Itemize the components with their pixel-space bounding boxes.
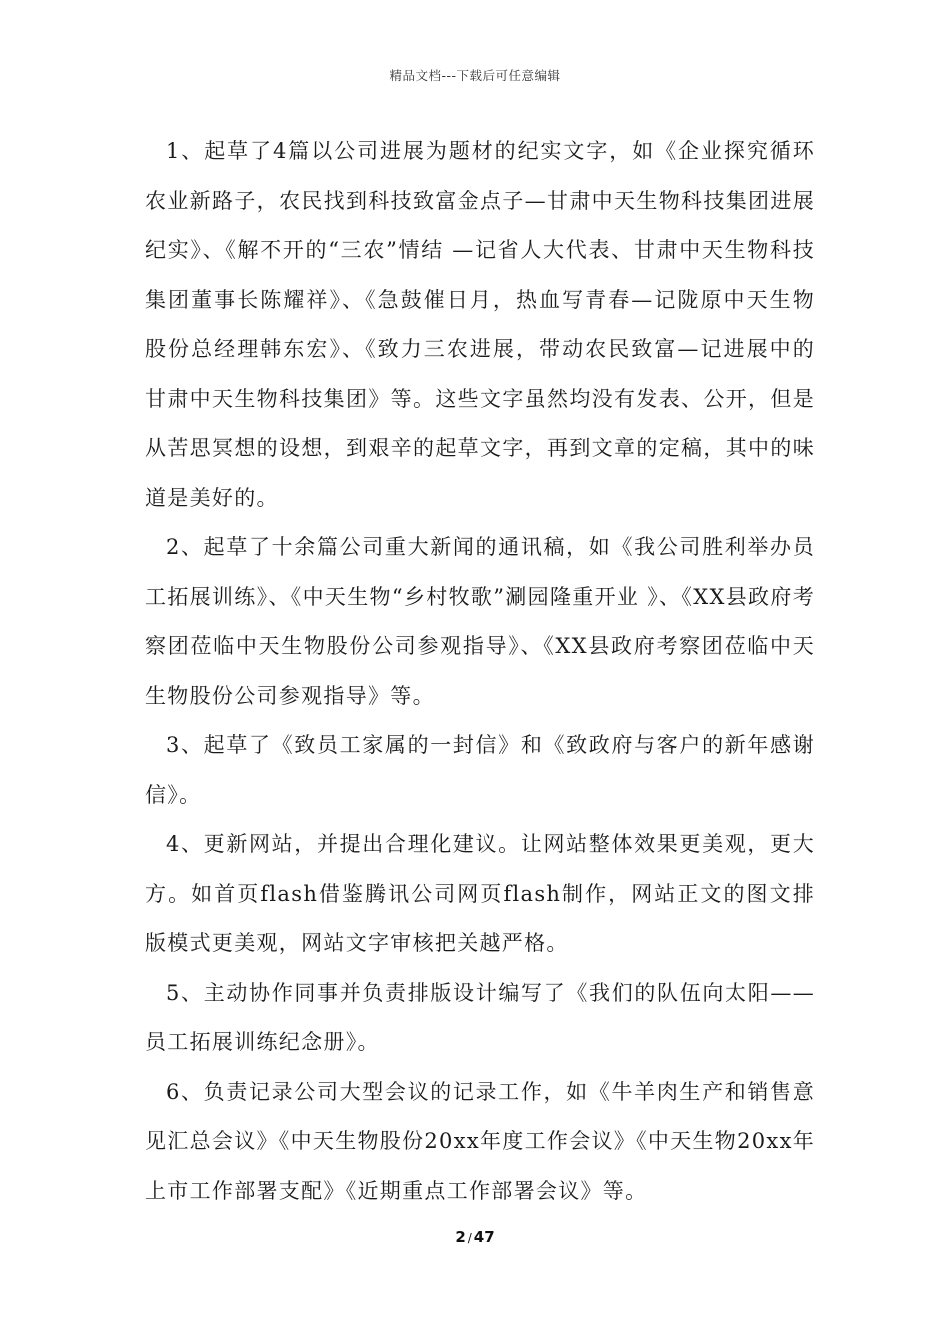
paragraph-1: 1、起草了4篇以公司进展为题材的纪实文字，如《企业探究循环农业新路子，农民找到科技致富金点子—甘肃中天生物科技集团进展纪实》、《解不开的“三农”情结 —记省人大代表、甘肃中天生物科技集团董事长陈耀祥》、《急鼓催日月，热血写青春—记陇原中天生物股份总经理韩东宏》、《致力三农进展，带动农民致富—记进展中的甘肃中天生物科技集团》等。这些文字虽然均没有发表、公开，但是从苦思冥想的设想，到艰辛的起草文字，再到文章的定稿，其中的味道是美好的。 [145, 139, 815, 510]
page-current: 2 [455, 1228, 466, 1246]
page-number [0, 1228, 950, 1246]
paragraph-3: 3、起草了《致员工家属的一封信》和《致政府与客户的新年感谢信》。 [145, 733, 815, 807]
page-header: 精品文档---下载后可任意编辑 [389, 68, 561, 83]
paragraph-2: 2、起草了十余篇公司重大新闻的通讯稿，如《我公司胜利举办员工拓展训练》、《中天生物“乡村牧歌”涮园隆重开业 》、《XX县政府考察团莅临中天生物股份公司参观指导》、《XX县政府考察团莅临中天生物股份公司参观指导》等。 [145, 535, 815, 708]
paragraph-6: 6、负责记录公司大型会议的记录工作，如《牛羊肉生产和销售意见汇总会议》《中天生物股份20xx年度工作会议》《中天生物20xx年上市工作部署支配》《近期重点工作部署会议》等。 [145, 1079, 816, 1203]
page-separator: / [467, 1231, 472, 1245]
paragraph-4: 4、更新网站，并提出合理化建议。让网站整体效果更美观，更大方。如首页flash借鉴腾讯公司网页flash制作，网站正文的图文排版模式更美观，网站文字审核把关越严格。 [145, 832, 815, 955]
document-body [145, 127, 815, 1216]
page-total: 47 [473, 1228, 495, 1246]
paragraph-5: 5、主动协作同事并负责排版设计编写了《我们的队伍向太阳——员工拓展训练纪念册》。 [145, 980, 815, 1054]
